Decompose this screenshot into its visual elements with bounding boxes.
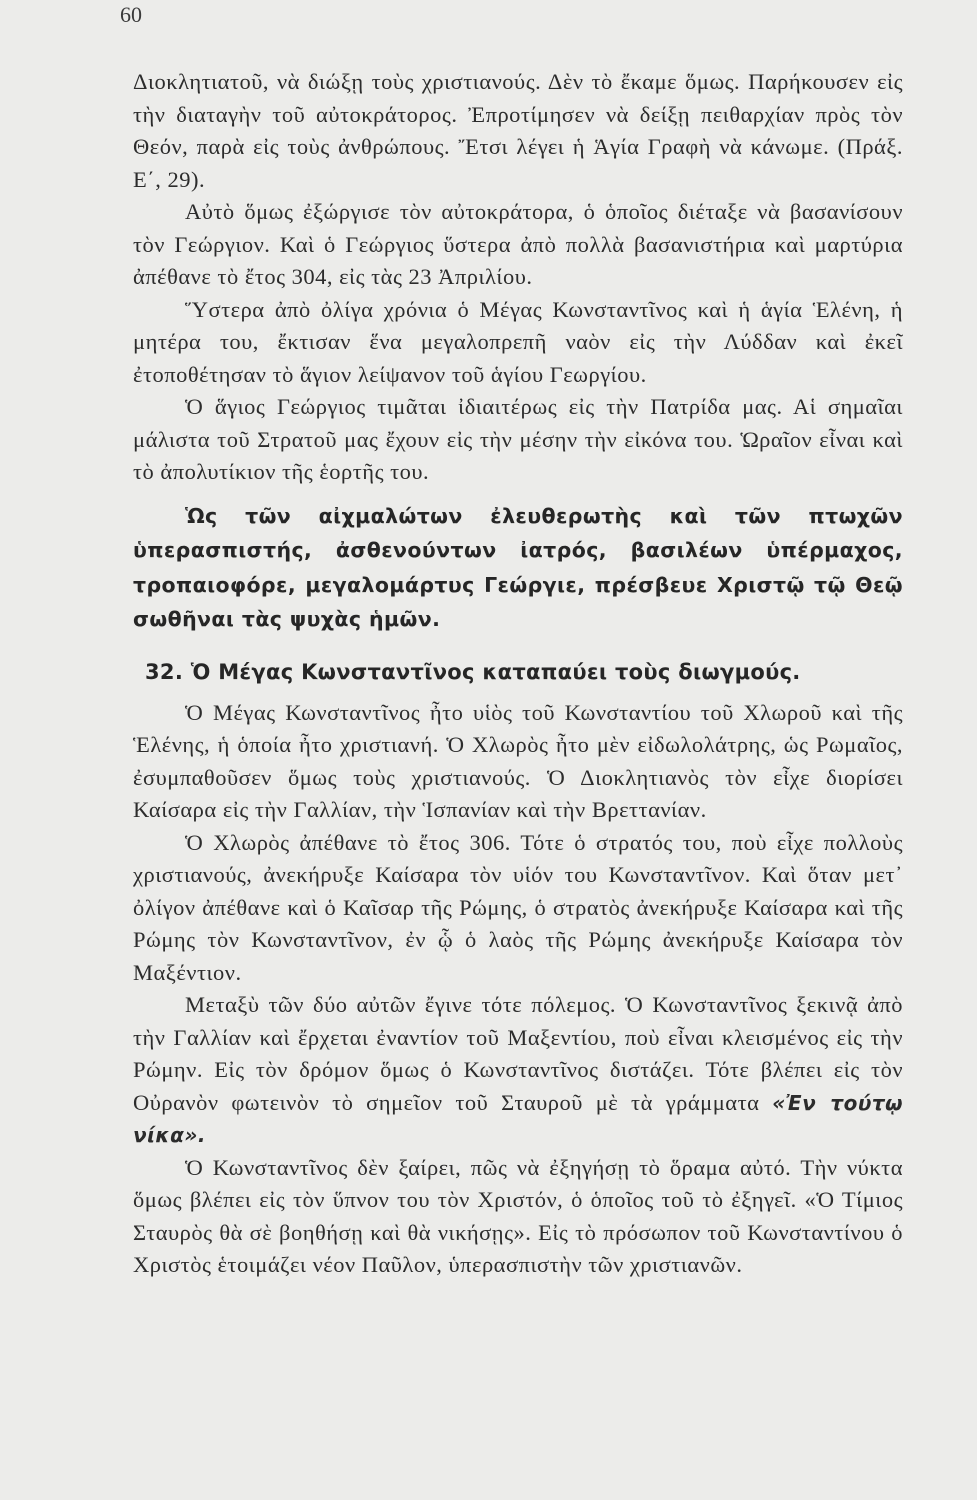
section-heading: 32. Ὁ Μέγας Κωνσταντῖνος καταπαύει τοὺς διωγμούς. xyxy=(145,659,801,684)
paragraph: Ὕστερα ἀπὸ ὀλίγα χρόνια ὁ Μέγας Κωνσταντῖνος καὶ ἡ ἁγία Ἑλένη, ἡ μητέρα του, ἔκτισαν ἕνα μεγαλοπρεπῆ ναὸν εἰς τὴν Λύδδαν καὶ ἐκεῖ ἐτοποθέτησαν τὸ ἅγιον λείψανον τοῦ ἁγίου Γεωργίου. xyxy=(133,296,903,387)
page-body xyxy=(133,66,903,1282)
emphasized-phrase: «Ἐν τούτῳ νίκα». xyxy=(133,1090,903,1147)
paragraph: Ὁ Κωνσταντῖνος δὲν ξαίρει, πῶς νὰ ἐξηγήσῃ τὸ ὅραμα αὐτό. Τὴν νύκτα ὅμως βλέπει εἰς τὸν ὕπνον του τὸν Χριστόν, ὁ ὁποῖος τοῦ τὸ ἐξηγεῖ. «Ὁ Τίμιος Σταυρὸς θὰ σὲ βοηθήσῃ καὶ θὰ νικήσῃς». Εἰς τὸ πρόσωπον τοῦ Κωνσταντίνου ὁ Χριστὸς ἑτοιμάζει νέον Παῦλον, ὑπερασπιστὴν τῶν χριστιανῶν. xyxy=(133,1154,903,1277)
paragraph: Ὁ ἅγιος Γεώργιος τιμᾶται ἰδιαιτέρως εἰς τὴν Πατρίδα μας. Αἱ σημαῖαι μάλιστα τοῦ Στρατοῦ μας ἔχουν εἰς τὴν μέσην τὴν εἰκόνα του. Ὡραῖον εἶναι καὶ τὸ ἀπολυτίκιον τῆς ἑορτῆς του. xyxy=(133,394,903,484)
paragraph: Ὁ Χλωρὸς ἀπέθανε τὸ ἔτος 306. Τότε ὁ στρατός του, ποὺ εἶχε πολλοὺς χριστιανούς, ἀνεκήρυξε Καίσαρα τὸν υἱόν του Κωνσταντῖνον. Καὶ ὅταν μετ᾽ ὀλίγον ἀπέθανε καὶ ὁ Καῖσαρ τῆς Ρώμης, ὁ στρατὸς ἀνεκήρυξε Καίσαρα καὶ τῆς Ρώμης τὸν Κωνσταντῖνον, ἐν ᾧ ὁ λαὸς τῆς Ρώμης ἀνεκήρυξε Καίσαρα τὸν Μαξέντιον. xyxy=(133,829,903,985)
paragraph: Διοκλητιατοῦ, νὰ διώξῃ τοὺς χριστιανούς. Δὲν τὸ ἔκαμε ὅμως. Παρήκουσεν εἰς τὴν διαταγὴν τοῦ αὐτοκράτορος. Ἐπροτίμησεν νὰ δείξῃ πειθαρχίαν πρὸς τὸν Θεόν, παρὰ εἰς τοὺς ἀνθρώπους. Ἔτσι λέγει ἡ Ἁγία Γραφὴ νὰ κάνωμε. (Πράξ. Ε΄, 29). xyxy=(133,69,903,192)
page-number: 60 xyxy=(120,2,142,27)
paragraph: Αὐτὸ ὅμως ἐξώργισε τὸν αὐτοκράτορα, ὁ ὁποῖος διέταξε νὰ βασανίσουν τὸν Γεώργιον. Καὶ ὁ Γεώργιος ὕστερα ἀπὸ πολλὰ βασανιστήρια καὶ μαρτύρια ἀπέθανε τὸ ἔτος 304, εἰς τὰς 23 Ἀπριλίου. xyxy=(133,199,903,289)
paragraph xyxy=(133,989,903,1152)
paragraph: Ὁ Μέγας Κωνσταντῖνος ἦτο υἱὸς τοῦ Κωνσταντίου τοῦ Χλωροῦ καὶ τῆς Ἑλένης, ἡ ὁποία ἦτο χριστιανή. Ὁ Χλωρὸς ἦτο μὲν εἰδωλολάτρης, ὡς Ρωμαῖος, ἐσυμπαθοῦσεν ὅμως τοὺς χριστιανούς. Ὁ Διοκλητιανὸς τὸν εἶχε διορίσει Καίσαρα εἰς τὴν Γαλλίαν, τὴν Ἱσπανίαν καὶ τὴν Βρεττανίαν. xyxy=(133,699,903,822)
apolytikion-hymn: Ὡς τῶν αἰχμαλώτων ἐλευθερωτὴς καὶ τῶν πτωχῶν ὑπερασπιστής, ἀσθενούντων ἰατρός, βασιλέων ὑπέρμαχος, τροπαιοφόρε, μεγαλομάρτυς Γεώργιε, πρέσβευε Χριστῷ τῷ Θεῷ σωθῆναι τὰς ψυχὰς ἡμῶν. xyxy=(133,503,903,631)
paragraph-text: Μεταξὺ τῶν δύο αὐτῶν ἔγινε τότε πόλεμος. Ὁ Κωνσταντῖνος ξεκινᾷ ἀπὸ τὴν Γαλλίαν καὶ ἔρχεται ἐναντίον τοῦ Μαξεντίου, ποὺ εἶναι κλεισμένος εἰς τὴν Ρώμην. Εἰς τὸν δρόμον ὅμως ὁ Κωνσταντῖνος διστάζει. Τότε βλέπει εἰς τὸν Οὐρανὸν φωτεινὸν τὸ σημεῖον τοῦ Σταυροῦ μὲ τὰ γράμματα xyxy=(133,992,903,1115)
